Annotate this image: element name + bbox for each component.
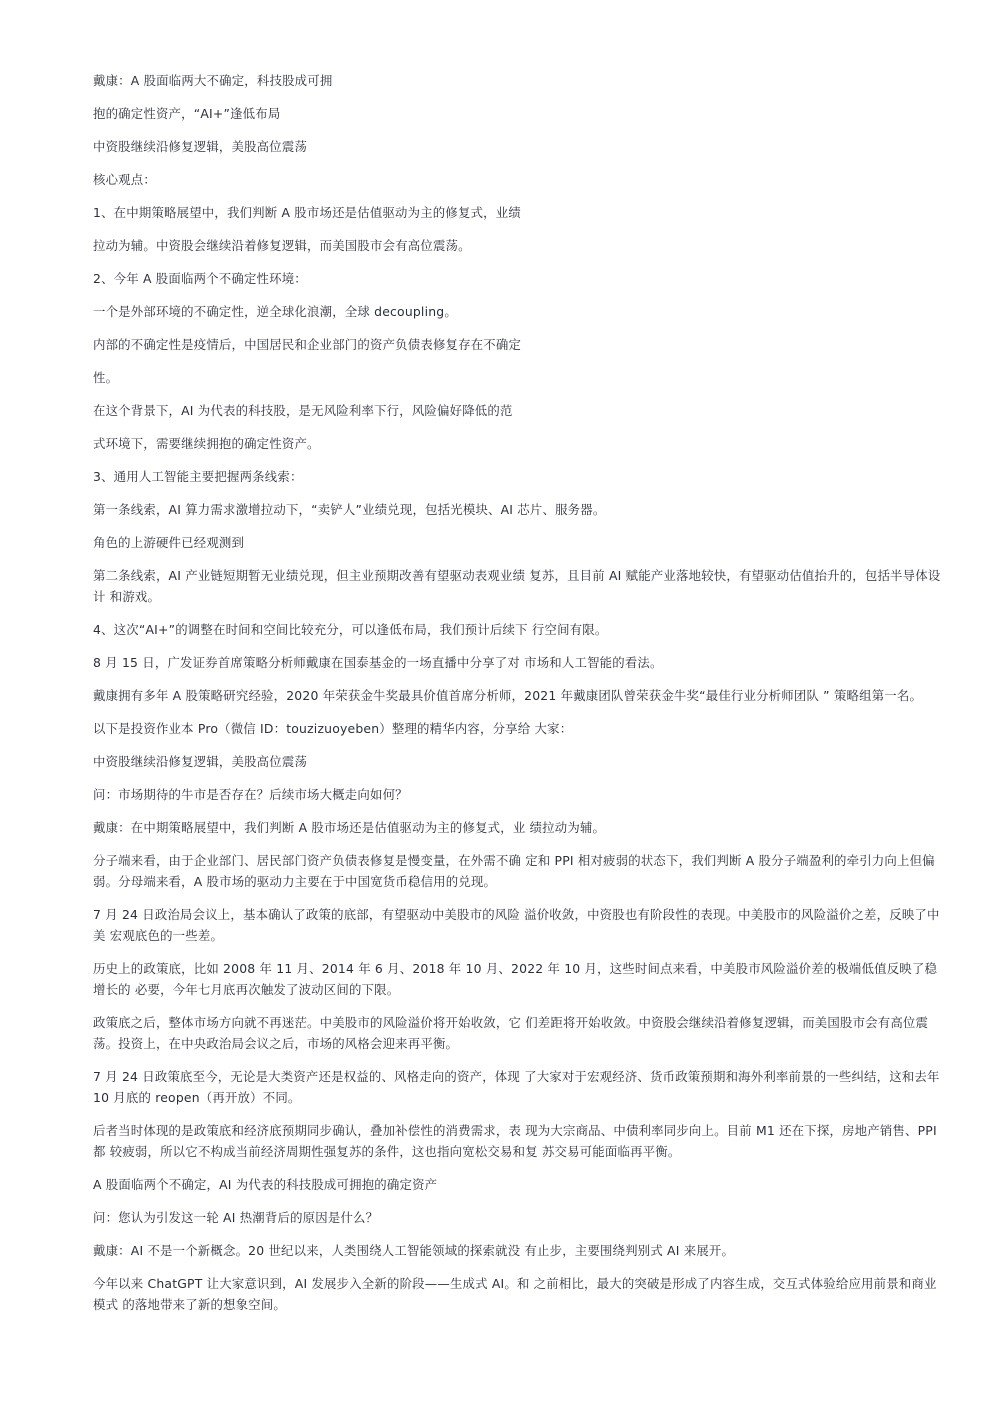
- paragraph: 角色的上游硬件已经观测到: [93, 535, 245, 550]
- paragraph: 第二条线索，AI 产业链短期暂无业绩兑现，但主业预期改善有望驱动表观业绩 复苏，且目前 AI 赋能产业落地较快，有望驱动估值抬升的，包括半导体设计 和游戏。: [93, 568, 941, 604]
- question: 问：您认为引发这一轮 AI 热潮背后的原因是什么？: [93, 1210, 379, 1225]
- paragraph: 戴康：AI 不是一个新概念。20 世纪以来，人类围绕人工智能领域的探索就没 有止步，主要围绕判别式 AI 来展开。: [93, 1243, 735, 1258]
- paragraph: 8 月 15 日，广发证券首席策略分析师戴康在国泰基金的一场直播中分享了对 市场和人工智能的看法。: [93, 655, 663, 670]
- paragraph: 后者当时体现的是政策底和经济底预期同步确认，叠加补偿性的消费需求，表 现为大宗商品、中债利率同步向上。目前 M1 还在下探，房地产销售、PPI 都 较疲弱，所以它不构成当前经济周期性强复苏的条件，这也指向宽松交易和复 苏交易可能面临再平衡。: [93, 1123, 937, 1159]
- paragraph: 拉动为辅。中资股会继续沿着修复逻辑，而美国股市会有高位震荡。: [93, 238, 471, 253]
- paragraph: 内部的不确定性是疫情后，中国居民和企业部门的资产负债表修复存在不确定: [93, 337, 522, 352]
- paragraph: 在这个背景下，AI 为代表的科技股，是无风险利率下行，风险偏好降低的范: [93, 403, 513, 418]
- question: 问：市场期待的牛市是否存在？后续市场大概走向如何？: [93, 787, 408, 802]
- paragraph: 1、在中期策略展望中，我们判断 A 股市场还是估值驱动为主的修复式，业绩: [93, 205, 521, 220]
- paragraph: 式环境下，需要继续拥抱的确定性资产。: [93, 436, 320, 451]
- paragraph: 3、通用人工智能主要把握两条线索：: [93, 469, 303, 484]
- article-body: [93, 70, 943, 1327]
- section-heading: A 股面临两个不确定，AI 为代表的科技股成可拥抱的确定资产: [93, 1177, 438, 1192]
- article-title-line-1: 戴康：A 股面临两大不确定，科技股成可拥: [93, 73, 333, 88]
- paragraph: 今年以来 ChatGPT 让大家意识到，AI 发展步入全新的阶段——生成式 AI。和 之前相比，最大的突破是形成了内容生成，交互式体验给应用前景和商业模式 的落地带来了新的想象空间。: [93, 1276, 937, 1312]
- paragraph: 性。: [93, 370, 119, 385]
- paragraph: 第一条线索，AI 算力需求激增拉动下，“卖铲人”业绩兑现，包括光模块、AI 芯片、服务器。: [93, 502, 606, 517]
- section-heading: 中资股继续沿修复逻辑，美股高位震荡: [93, 754, 308, 769]
- paragraph: 戴康：在中期策略展望中，我们判断 A 股市场还是估值驱动为主的修复式，业 绩拉动为辅。: [93, 820, 606, 835]
- paragraph: 2、今年 A 股面临两个不确定性环境：: [93, 271, 307, 286]
- paragraph: 戴康拥有多年 A 股策略研究经验，2020 年荣获金牛奖最具价值首席分析师，2021 年戴康团队曾荣获金牛奖“最佳行业分析师团队 ” 策略组第一名。: [93, 688, 923, 703]
- article-subtitle: 中资股继续沿修复逻辑，美股高位震荡: [93, 139, 308, 154]
- paragraph: 7 月 24 日政治局会议上，基本确认了政策的底部，有望驱动中美股市的风险 溢价收敛，中资股也有阶段性的表现。中美股市的风险溢价之差，反映了中美 宏观底色的一些差。: [93, 907, 940, 943]
- article-title-line-2: 抱的确定性资产，“AI+”逢低布局: [93, 106, 281, 121]
- paragraph: 以下是投资作业本 Pro（微信 ID：touzizuoyeben）整理的精华内容，分享给 大家：: [93, 721, 573, 736]
- paragraph: 一个是外部环境的不确定性，逆全球化浪潮，全球 decoupling。: [93, 304, 457, 319]
- paragraph: 分子端来看，由于企业部门、居民部门资产负债表修复是慢变量，在外需不确 定和 PPI 相对疲弱的状态下，我们判断 A 股分子端盈利的牵引力向上但偏弱。分母端来看，A 股市场的驱动力主要在于中国宽货币稳信用的兑现。: [93, 853, 935, 889]
- paragraph: 7 月 24 日政策底至今，无论是大类资产还是权益的、风格走向的资产，体现 了大家对于宏观经济、货币政策预期和海外利率前景的一些纠结，这和去年 10 月底的 reopen（再开放）不同。: [93, 1069, 940, 1105]
- paragraph: 历史上的政策底，比如 2008 年 11 月、2014 年 6 月、2018 年 10 月、2022 年 10 月，这些时间点来看，中美股市风险溢价差的极端低值反映了稳增长的 必要，今年七月底再次触发了波动区间的下限。: [93, 961, 938, 997]
- paragraph: 4、这次“AI+”的调整在时间和空间比较充分，可以逢低布局，我们预计后续下 行空间有限。: [93, 622, 608, 637]
- section-heading-core-views: 核心观点：: [93, 172, 156, 187]
- paragraph: 政策底之后，整体市场方向就不再迷茫。中美股市的风险溢价将开始收敛，它 们差距将开始收敛。中资股会继续沿着修复逻辑，而美国股市会有高位震荡。投资上，在中央政治局会议之后，市场的风格会迎来再平衡。: [93, 1015, 929, 1051]
